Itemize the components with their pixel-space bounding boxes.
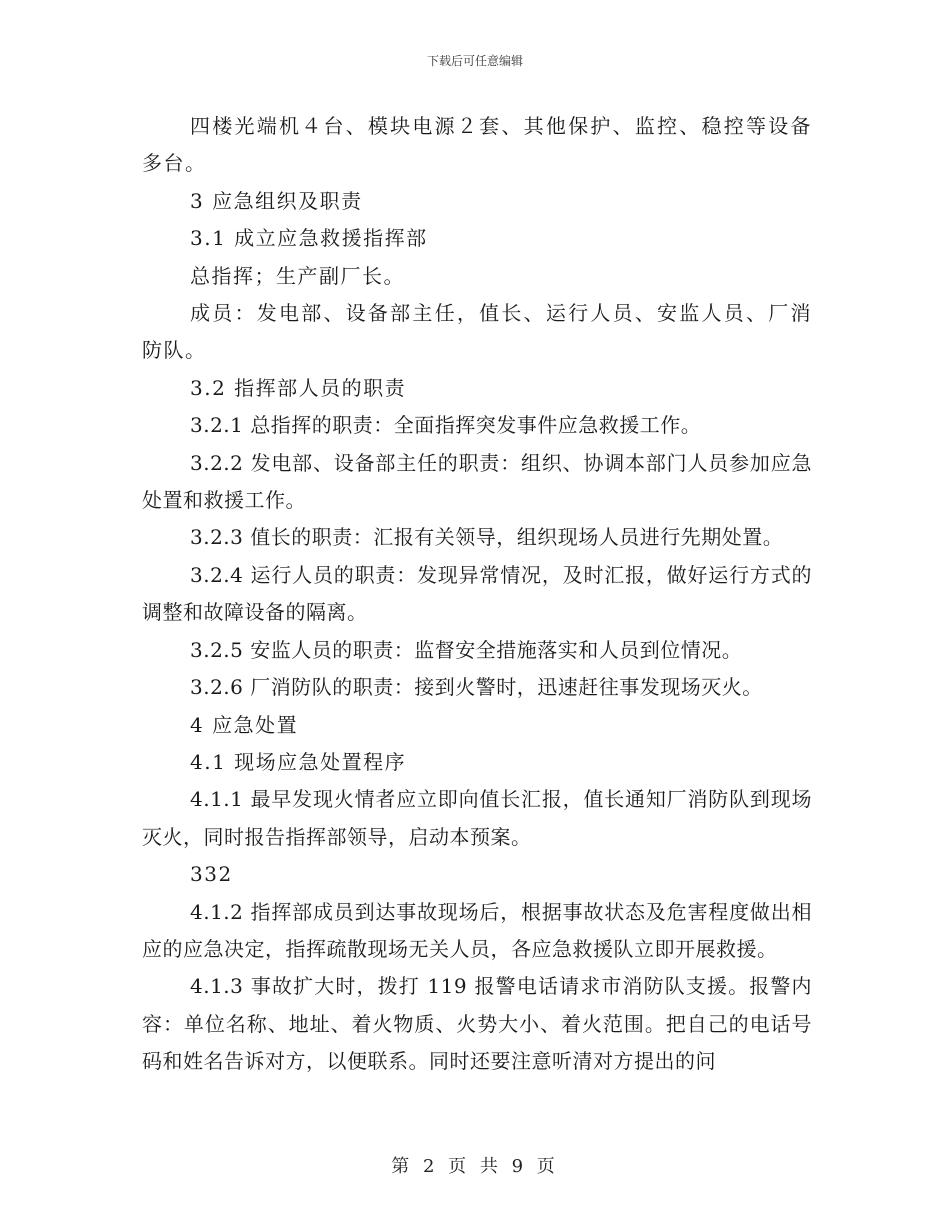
subsection-heading: 3.1 成立应急救援指挥部	[190, 226, 428, 251]
paragraph: 4.1.1 最早发现火情者应立即向值长汇报，值长通知厂消防队到现场灭火，同时报告指挥部领导，启动本预案。	[142, 787, 812, 849]
paragraph: 总指挥；生产副厂长。	[190, 263, 405, 288]
page-footer: 第 2 页 共 9 页	[391, 1156, 559, 1177]
paragraph: 3.2.4 运行人员的职责：发现异常情况，及时汇报，做好运行方式的调整和故障设备的隔离。	[142, 562, 812, 625]
paragraph: 3.2.5 安监人员的职责：监督安全措施落实和人员到位情况。	[190, 637, 743, 662]
paragraph: 3.2.3 值长的职责：汇报有关领导，组织现场人员进行先期处置。	[190, 525, 784, 550]
paragraph: 3.2.1 总指挥的职责：全面指挥突发事件应急救援工作。	[190, 413, 702, 438]
document-body	[142, 108, 812, 1081]
paragraph: 四楼光端机４台、模块电源２套、其他保护、监控、稳控等设备多台。	[142, 114, 812, 176]
paragraph: 4.1.2 指挥部成员到达事故现场后，根据事故状态及危害程度做出相应的应急决定，指挥疏散现场无关人员，各应急救援队立即开展救援。	[142, 899, 812, 961]
subsection-heading: 4.1 现场应急处置程序	[190, 749, 407, 774]
paragraph: 4.1.3 事故扩大时，拨打 119 报警电话请求市消防队支援。报警内容：单位名称、地址、着火物质、火势大小、着火范围。把自己的电话号码和姓名告诉对方，以便联系。同时还要注意听清对方提出的问	[142, 974, 812, 1074]
paragraph: 成员：发电部、设备部主任，值长、运行人员、安监人员、厂消防队。	[142, 301, 812, 363]
section-heading: 4 应急处置	[190, 712, 299, 737]
subsection-heading: 3.2 指挥部人员的职责	[190, 375, 407, 400]
section-heading: 3 应急组织及职责	[190, 188, 363, 213]
page-marker: 332	[190, 862, 233, 887]
paragraph: 3.2.6 厂消防队的职责：接到火警时，迅速赶往事发现场灭火。	[190, 675, 763, 700]
paragraph: 3.2.2 发电部、设备部主任的职责：组织、协调本部门人员参加应急处置和救援工作。	[142, 450, 812, 513]
page-header: 下载后可任意编辑	[426, 54, 523, 68]
